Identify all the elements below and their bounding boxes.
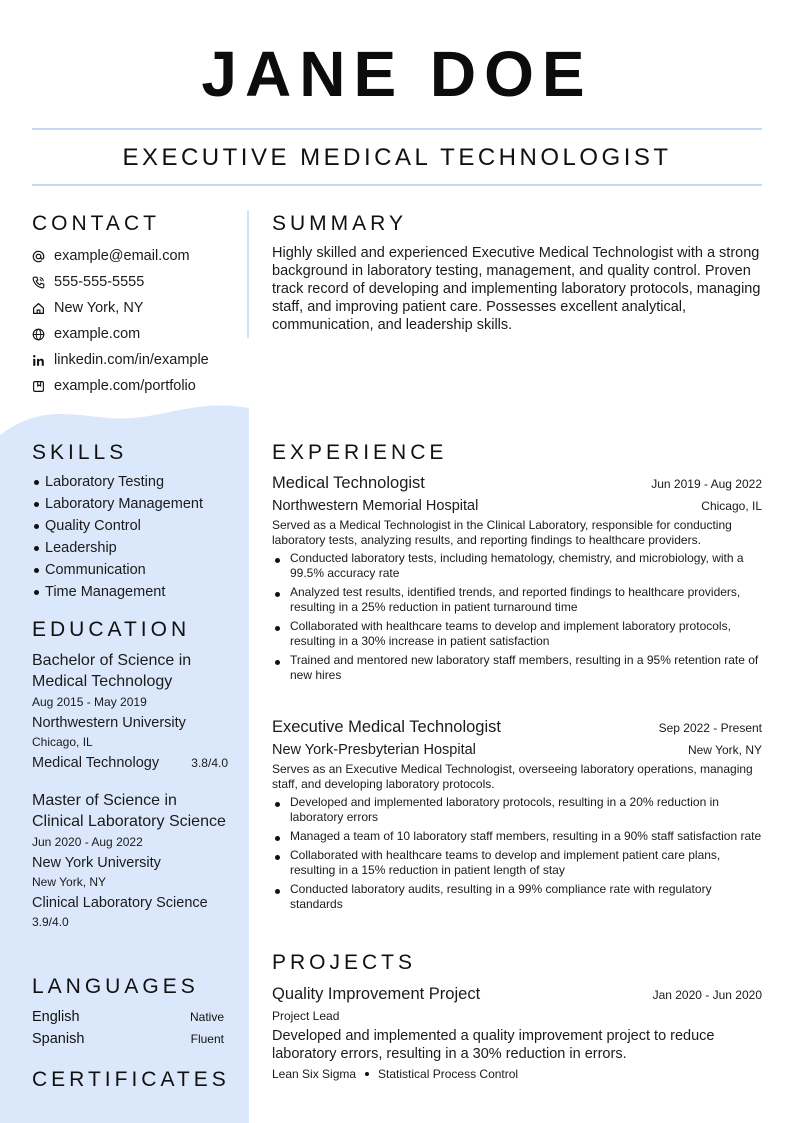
education-entry [32,790,228,931]
skill-label: Quality Control [45,518,141,534]
education-dates: Aug 2015 - May 2019 [32,695,147,709]
education-gpa: 3.8/4.0 [191,756,228,770]
portfolio-icon [32,380,54,393]
skill-item [32,493,242,515]
job-description: Served as a Medical Technologist in the Clinical Laboratory, responsible for conducting laboratory tests, analyzing results, and reporting findings to healthcare providers. [272,518,732,547]
language-name: English [32,1009,80,1025]
contact-portfolio-text: example.com/portfolio [54,378,196,394]
education-heading: EDUCATION [32,618,191,641]
job-bullets [272,795,762,912]
education-school: New York University [32,855,161,871]
job-description: Serves as an Executive Medical Technologist, overseeing laboratory operations, managing staff, and developing laboratory protocols. [272,762,753,791]
contact-phone-text: 555-555-5555 [54,274,145,290]
contact-list [32,243,242,399]
job-bullet: Developed and implemented laboratory protocols, resulting in a 20% reduction in laboratory errors [272,795,762,825]
skills-list [32,471,242,603]
languages-heading: LANGUAGES [32,975,199,998]
projects-heading: PROJECTS [272,951,417,974]
skill-item [32,537,242,559]
languages-list [32,1006,224,1050]
job-bullet: Conducted laboratory tests, including hematology, chemistry, and microbiology, with a 99.5% accuracy rate [272,551,762,581]
contact-heading: CONTACT [32,212,160,235]
contact-email[interactable] [32,243,242,269]
education-entry [32,650,228,773]
phone-icon [32,276,54,289]
contact-email-text: example@email.com [54,248,190,264]
experience-entry [272,472,762,687]
education-school: Northwestern University [32,715,186,731]
bullet-icon [34,568,39,573]
job-role: Executive Medical Technologist [272,718,501,736]
job-company: Northwestern Memorial Hospital [272,498,479,514]
education-degree: Master of Science in Clinical Laboratory Science [32,792,226,830]
certificates-heading: CERTIFICATES [32,1068,230,1091]
project-name: Quality Improvement Project [272,985,481,1003]
header-divider-top [32,128,762,130]
experience-heading: EXPERIENCE [272,441,448,464]
globe-icon [32,328,54,341]
experience-entry [272,716,762,916]
language-item [32,1028,224,1050]
skills-heading: SKILLS [32,441,128,464]
summary-text: Highly skilled and experienced Executive Medical Technologist with a strong background in laboratory testing, management, and quality control. Proven track record of developing and implementing laboratory protocols, managing staff, and improving patient care. Possesses excellent analytical, communication, and leadership skills. [272,245,761,333]
education-dates: Jun 2020 - Aug 2022 [32,835,143,849]
language-item [32,1006,224,1028]
linkedin-icon [32,354,54,367]
job-bullets [272,551,762,683]
column-divider [247,210,249,338]
contact-portfolio[interactable] [32,373,242,399]
project-tag: Lean Six Sigma [272,1067,357,1081]
bullet-icon [34,590,39,595]
summary-heading: SUMMARY [272,212,407,235]
education-gpa: 3.9/4.0 [32,915,69,929]
skill-label: Communication [45,562,146,578]
job-bullet: Collaborated with healthcare teams to develop and implement laboratory protocols, resulting in a 30% increase in patient satisfaction [272,619,762,649]
job-location: New York, NY [687,743,762,757]
bullet-icon [34,480,39,485]
contact-linkedin[interactable] [32,347,242,373]
contact-location-text: New York, NY [54,300,144,316]
contact-linkedin-text: linkedin.com/in/example [54,352,209,368]
contact-website[interactable] [32,321,242,347]
candidate-name: JANE DOE [201,38,593,110]
language-name: Spanish [32,1031,85,1047]
education-field: Clinical Laboratory Science [32,895,208,911]
skill-label: Laboratory Management [45,496,203,512]
job-role: Medical Technologist [272,474,425,492]
job-bullet: Collaborated with healthcare teams to develop and implement patient care plans, resulting in a 15% reduction in patient length of stay [272,848,762,878]
at-icon [32,250,54,263]
separator-dot-icon [365,1072,369,1076]
bullet-icon [34,546,39,551]
contact-phone[interactable] [32,269,242,295]
project-description: Developed and implemented a quality improvement project to reduce laboratory errors, resulting in a 30% reduction in errors. [272,1028,715,1062]
project-dates: Jan 2020 - Jun 2020 [652,988,762,1002]
job-bullet: Trained and mentored new laboratory staff members, resulting in a 95% retention rate of new hires [272,653,762,683]
job-bullet: Analyzed test results, identified trends, and reported findings to healthcare providers, resulting in a 25% reduction in patient turnaround time [272,585,762,615]
skill-label: Time Management [45,584,166,600]
project-entry [272,983,762,1083]
candidate-title: EXECUTIVE MEDICAL TECHNOLOGIST [122,144,672,171]
contact-location [32,295,242,321]
project-tags [272,1065,762,1083]
skill-item [32,471,242,493]
job-dates: Sep 2022 - Present [658,721,762,735]
job-company: New York-Presbyterian Hospital [272,742,476,758]
education-degree: Bachelor of Science in Medical Technology [32,652,192,690]
skill-item [32,515,242,537]
skill-item [32,559,242,581]
bullet-icon [34,502,39,507]
education-location: Chicago, IL [32,735,93,749]
header-divider-bottom [32,184,762,186]
contact-website-text: example.com [54,326,141,342]
job-bullet: Managed a team of 10 laboratory staff members, resulting in a 90% staff satisfaction rate [272,829,762,844]
language-level: Fluent [190,1032,224,1046]
skill-label: Laboratory Testing [45,474,165,490]
job-location: Chicago, IL [701,499,762,513]
bullet-icon [34,524,39,529]
job-dates: Jun 2019 - Aug 2022 [651,477,762,491]
education-field-row [32,753,228,773]
job-bullet: Conducted laboratory audits, resulting in a 99% compliance rate with regulatory standards [272,882,762,912]
home-icon [32,302,54,315]
skill-item [32,581,242,603]
skill-label: Leadership [45,540,117,556]
education-field: Medical Technology [32,755,160,771]
language-level: Native [189,1010,224,1024]
project-role: Project Lead [272,1009,340,1023]
education-location: New York, NY [32,875,107,889]
project-tag: Statistical Process Control [378,1067,519,1081]
